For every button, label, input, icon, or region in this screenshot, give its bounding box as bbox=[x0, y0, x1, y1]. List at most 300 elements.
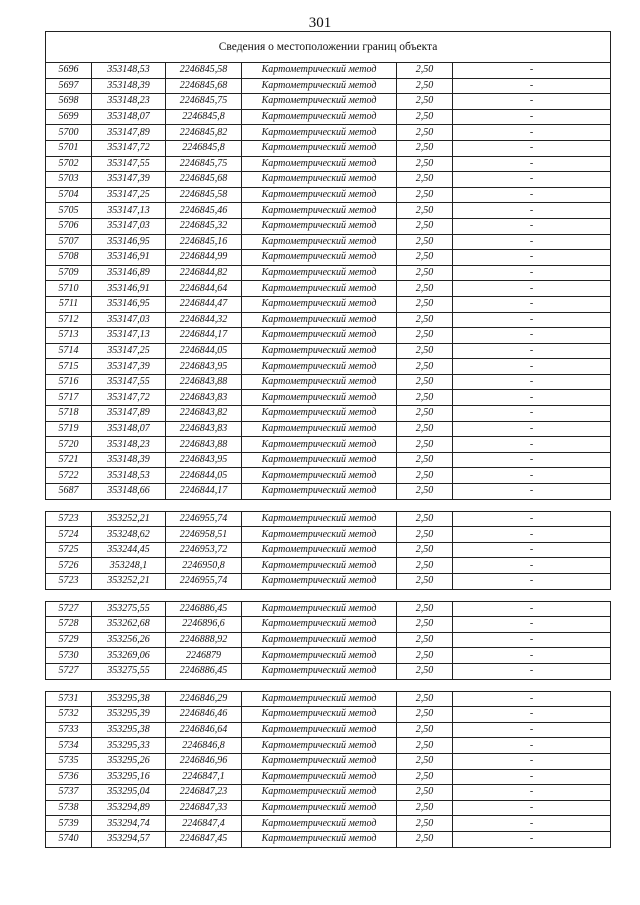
method-cell: Картометрический метод bbox=[242, 691, 397, 707]
method-cell: Картометрический метод bbox=[242, 359, 397, 375]
coord-x-cell: 353294,57 bbox=[92, 831, 166, 847]
coord-x-cell: 353148,39 bbox=[92, 78, 166, 94]
table-row bbox=[46, 542, 611, 558]
method-cell: Картометрический метод bbox=[242, 722, 397, 738]
description-cell: - bbox=[453, 265, 611, 281]
table-row bbox=[46, 265, 611, 281]
point-number-cell: 5732 bbox=[46, 707, 92, 723]
description-cell: - bbox=[453, 527, 611, 543]
coord-y-cell: 2246886,45 bbox=[166, 601, 242, 617]
description-cell: - bbox=[453, 601, 611, 617]
point-number-cell: 5721 bbox=[46, 452, 92, 468]
method-cell: Картометрический метод bbox=[242, 601, 397, 617]
method-cell: Картометрический метод bbox=[242, 390, 397, 406]
precision-cell: 2,50 bbox=[397, 390, 453, 406]
coord-x-cell: 353252,21 bbox=[92, 511, 166, 527]
method-cell: Картометрический метод bbox=[242, 648, 397, 664]
point-number-cell: 5706 bbox=[46, 218, 92, 234]
method-cell: Картометрический метод bbox=[242, 574, 397, 590]
point-number-cell: 5740 bbox=[46, 831, 92, 847]
table-row bbox=[46, 172, 611, 188]
precision-cell: 2,50 bbox=[397, 250, 453, 266]
method-cell: Картометрический метод bbox=[242, 78, 397, 94]
description-cell: - bbox=[453, 203, 611, 219]
method-cell: Картометрический метод bbox=[242, 542, 397, 558]
point-number-cell: 5708 bbox=[46, 250, 92, 266]
coord-y-cell: 2246847,4 bbox=[166, 816, 242, 832]
coord-x-cell: 353295,26 bbox=[92, 753, 166, 769]
precision-cell: 2,50 bbox=[397, 617, 453, 633]
method-cell: Картометрический метод bbox=[242, 203, 397, 219]
method-cell: Картометрический метод bbox=[242, 296, 397, 312]
table-row bbox=[46, 187, 611, 203]
precision-cell: 2,50 bbox=[397, 691, 453, 707]
coord-x-cell: 353147,72 bbox=[92, 390, 166, 406]
description-cell: - bbox=[453, 452, 611, 468]
description-cell: - bbox=[453, 343, 611, 359]
precision-cell: 2,50 bbox=[397, 312, 453, 328]
coord-y-cell: 2246844,05 bbox=[166, 343, 242, 359]
precision-cell: 2,50 bbox=[397, 542, 453, 558]
method-cell: Картометрический метод bbox=[242, 816, 397, 832]
coord-x-cell: 353148,66 bbox=[92, 484, 166, 500]
point-number-cell: 5720 bbox=[46, 437, 92, 453]
separator-cell bbox=[46, 499, 611, 511]
coord-x-cell: 353148,07 bbox=[92, 109, 166, 125]
point-number-cell: 5723 bbox=[46, 511, 92, 527]
description-cell: - bbox=[453, 574, 611, 590]
table-row bbox=[46, 785, 611, 801]
point-number-cell: 5730 bbox=[46, 648, 92, 664]
boundary-table-container bbox=[45, 31, 610, 848]
coord-x-cell: 353147,25 bbox=[92, 187, 166, 203]
coord-x-cell: 353147,03 bbox=[92, 218, 166, 234]
method-cell: Картометрический метод bbox=[242, 250, 397, 266]
table-row bbox=[46, 125, 611, 141]
coord-x-cell: 353146,89 bbox=[92, 265, 166, 281]
table-row bbox=[46, 831, 611, 847]
table-row bbox=[46, 484, 611, 500]
precision-cell: 2,50 bbox=[397, 63, 453, 79]
coord-y-cell: 2246886,45 bbox=[166, 663, 242, 679]
coord-x-cell: 353146,95 bbox=[92, 296, 166, 312]
table-row bbox=[46, 78, 611, 94]
point-number-cell: 5738 bbox=[46, 800, 92, 816]
coord-x-cell: 353147,39 bbox=[92, 172, 166, 188]
precision-cell: 2,50 bbox=[397, 753, 453, 769]
precision-cell: 2,50 bbox=[397, 648, 453, 664]
coord-x-cell: 353147,89 bbox=[92, 125, 166, 141]
method-cell: Картометрический метод bbox=[242, 234, 397, 250]
table-row bbox=[46, 632, 611, 648]
description-cell: - bbox=[453, 312, 611, 328]
table-row bbox=[46, 648, 611, 664]
precision-cell: 2,50 bbox=[397, 187, 453, 203]
description-cell: - bbox=[453, 390, 611, 406]
description-cell: - bbox=[453, 140, 611, 156]
precision-cell: 2,50 bbox=[397, 769, 453, 785]
point-number-cell: 5728 bbox=[46, 617, 92, 633]
point-number-cell: 5727 bbox=[46, 601, 92, 617]
description-cell: - bbox=[453, 63, 611, 79]
coord-y-cell: 2246845,16 bbox=[166, 234, 242, 250]
coord-x-cell: 353294,74 bbox=[92, 816, 166, 832]
point-number-cell: 5697 bbox=[46, 78, 92, 94]
point-number-cell: 5719 bbox=[46, 421, 92, 437]
description-cell: - bbox=[453, 511, 611, 527]
coord-y-cell: 2246844,32 bbox=[166, 312, 242, 328]
precision-cell: 2,50 bbox=[397, 785, 453, 801]
precision-cell: 2,50 bbox=[397, 722, 453, 738]
separator-cell bbox=[46, 679, 611, 691]
coord-y-cell: 2246958,51 bbox=[166, 527, 242, 543]
coord-y-cell: 2246846,46 bbox=[166, 707, 242, 723]
method-cell: Картометрический метод bbox=[242, 172, 397, 188]
method-cell: Картометрический метод bbox=[242, 94, 397, 110]
description-cell: - bbox=[453, 94, 611, 110]
coord-y-cell: 2246843,95 bbox=[166, 359, 242, 375]
method-cell: Картометрический метод bbox=[242, 421, 397, 437]
table-row bbox=[46, 281, 611, 297]
table-row bbox=[46, 707, 611, 723]
method-cell: Картометрический метод bbox=[242, 785, 397, 801]
table-row bbox=[46, 109, 611, 125]
point-number-cell: 5723 bbox=[46, 574, 92, 590]
table-row bbox=[46, 800, 611, 816]
table-row bbox=[46, 234, 611, 250]
coord-x-cell: 353147,55 bbox=[92, 374, 166, 390]
method-cell: Картометрический метод bbox=[242, 663, 397, 679]
table-row bbox=[46, 312, 611, 328]
table-row bbox=[46, 390, 611, 406]
method-cell: Картометрический метод bbox=[242, 281, 397, 297]
method-cell: Картометрический метод bbox=[242, 140, 397, 156]
point-number-cell: 5711 bbox=[46, 296, 92, 312]
table-row bbox=[46, 558, 611, 574]
separator-cell bbox=[46, 589, 611, 601]
coord-x-cell: 353147,25 bbox=[92, 343, 166, 359]
precision-cell: 2,50 bbox=[397, 359, 453, 375]
precision-cell: 2,50 bbox=[397, 265, 453, 281]
coord-y-cell: 2246847,1 bbox=[166, 769, 242, 785]
coord-x-cell: 353146,95 bbox=[92, 234, 166, 250]
description-cell: - bbox=[453, 707, 611, 723]
description-cell: - bbox=[453, 234, 611, 250]
table-row bbox=[46, 722, 611, 738]
precision-cell: 2,50 bbox=[397, 601, 453, 617]
precision-cell: 2,50 bbox=[397, 468, 453, 484]
coord-y-cell: 2246888,92 bbox=[166, 632, 242, 648]
coord-y-cell: 2246845,75 bbox=[166, 94, 242, 110]
point-number-cell: 5707 bbox=[46, 234, 92, 250]
point-number-cell: 5716 bbox=[46, 374, 92, 390]
description-cell: - bbox=[453, 374, 611, 390]
coord-y-cell: 2246845,82 bbox=[166, 125, 242, 141]
table-row bbox=[46, 663, 611, 679]
precision-cell: 2,50 bbox=[397, 406, 453, 422]
page-number: 301 bbox=[308, 15, 332, 31]
point-number-cell: 5725 bbox=[46, 542, 92, 558]
method-cell: Картометрический метод bbox=[242, 617, 397, 633]
table-row bbox=[46, 511, 611, 527]
point-number-cell: 5702 bbox=[46, 156, 92, 172]
coord-x-cell: 353147,39 bbox=[92, 359, 166, 375]
coord-y-cell: 2246845,32 bbox=[166, 218, 242, 234]
description-cell: - bbox=[453, 831, 611, 847]
description-cell: - bbox=[453, 218, 611, 234]
point-number-cell: 5724 bbox=[46, 527, 92, 543]
coord-y-cell: 2246896,6 bbox=[166, 617, 242, 633]
table-row bbox=[46, 203, 611, 219]
precision-cell: 2,50 bbox=[397, 831, 453, 847]
precision-cell: 2,50 bbox=[397, 738, 453, 754]
table-header-row bbox=[46, 32, 611, 63]
coord-y-cell: 2246953,72 bbox=[166, 542, 242, 558]
coord-x-cell: 353295,16 bbox=[92, 769, 166, 785]
table-row bbox=[46, 437, 611, 453]
precision-cell: 2,50 bbox=[397, 343, 453, 359]
description-cell: - bbox=[453, 296, 611, 312]
description-cell: - bbox=[453, 281, 611, 297]
method-cell: Картометрический метод bbox=[242, 156, 397, 172]
precision-cell: 2,50 bbox=[397, 800, 453, 816]
table-row bbox=[46, 250, 611, 266]
coord-x-cell: 353275,55 bbox=[92, 601, 166, 617]
description-cell: - bbox=[453, 250, 611, 266]
description-cell: - bbox=[453, 172, 611, 188]
description-cell: - bbox=[453, 78, 611, 94]
description-cell: - bbox=[453, 769, 611, 785]
coord-x-cell: 353148,53 bbox=[92, 468, 166, 484]
coord-x-cell: 353295,39 bbox=[92, 707, 166, 723]
method-cell: Картометрический метод bbox=[242, 374, 397, 390]
point-number-cell: 5701 bbox=[46, 140, 92, 156]
point-number-cell: 5718 bbox=[46, 406, 92, 422]
coord-y-cell: 2246847,33 bbox=[166, 800, 242, 816]
description-cell: - bbox=[453, 648, 611, 664]
point-number-cell: 5717 bbox=[46, 390, 92, 406]
precision-cell: 2,50 bbox=[397, 218, 453, 234]
method-cell: Картометрический метод bbox=[242, 343, 397, 359]
precision-cell: 2,50 bbox=[397, 234, 453, 250]
coord-y-cell: 2246847,23 bbox=[166, 785, 242, 801]
precision-cell: 2,50 bbox=[397, 156, 453, 172]
method-cell: Картометрический метод bbox=[242, 753, 397, 769]
table-row bbox=[46, 816, 611, 832]
coord-y-cell: 2246844,99 bbox=[166, 250, 242, 266]
coord-x-cell: 353269,06 bbox=[92, 648, 166, 664]
coord-y-cell: 2246847,45 bbox=[166, 831, 242, 847]
method-cell: Картометрический метод bbox=[242, 800, 397, 816]
coord-x-cell: 353146,91 bbox=[92, 281, 166, 297]
coord-x-cell: 353294,89 bbox=[92, 800, 166, 816]
point-number-cell: 5735 bbox=[46, 753, 92, 769]
table-title: Сведения о местоположении границ объекта bbox=[46, 32, 611, 63]
method-cell: Картометрический метод bbox=[242, 468, 397, 484]
description-cell: - bbox=[453, 187, 611, 203]
table-row bbox=[46, 753, 611, 769]
coord-x-cell: 353248,62 bbox=[92, 527, 166, 543]
table-row bbox=[46, 359, 611, 375]
coord-y-cell: 2246844,82 bbox=[166, 265, 242, 281]
precision-cell: 2,50 bbox=[397, 511, 453, 527]
method-cell: Картометрический метод bbox=[242, 769, 397, 785]
coord-y-cell: 2246950,8 bbox=[166, 558, 242, 574]
point-number-cell: 5705 bbox=[46, 203, 92, 219]
method-cell: Картометрический метод bbox=[242, 109, 397, 125]
method-cell: Картометрический метод bbox=[242, 632, 397, 648]
method-cell: Картометрический метод bbox=[242, 452, 397, 468]
coord-x-cell: 353147,55 bbox=[92, 156, 166, 172]
coord-y-cell: 2246843,95 bbox=[166, 452, 242, 468]
table-row bbox=[46, 63, 611, 79]
point-number-cell: 5698 bbox=[46, 94, 92, 110]
coord-y-cell: 2246844,64 bbox=[166, 281, 242, 297]
coord-x-cell: 353295,38 bbox=[92, 691, 166, 707]
precision-cell: 2,50 bbox=[397, 437, 453, 453]
table-row bbox=[46, 769, 611, 785]
table-body bbox=[46, 32, 611, 848]
point-number-cell: 5729 bbox=[46, 632, 92, 648]
description-cell: - bbox=[453, 484, 611, 500]
coord-y-cell: 2246879 bbox=[166, 648, 242, 664]
block-separator bbox=[46, 679, 611, 691]
point-number-cell: 5715 bbox=[46, 359, 92, 375]
precision-cell: 2,50 bbox=[397, 558, 453, 574]
coord-x-cell: 353256,26 bbox=[92, 632, 166, 648]
point-number-cell: 5687 bbox=[46, 484, 92, 500]
coord-x-cell: 353295,33 bbox=[92, 738, 166, 754]
precision-cell: 2,50 bbox=[397, 484, 453, 500]
description-cell: - bbox=[453, 691, 611, 707]
precision-cell: 2,50 bbox=[397, 574, 453, 590]
description-cell: - bbox=[453, 109, 611, 125]
coord-x-cell: 353146,91 bbox=[92, 250, 166, 266]
method-cell: Картометрический метод bbox=[242, 218, 397, 234]
table-row bbox=[46, 527, 611, 543]
precision-cell: 2,50 bbox=[397, 527, 453, 543]
coord-y-cell: 2246845,75 bbox=[166, 156, 242, 172]
precision-cell: 2,50 bbox=[397, 632, 453, 648]
coord-x-cell: 353147,72 bbox=[92, 140, 166, 156]
table-row bbox=[46, 738, 611, 754]
coord-x-cell: 353262,68 bbox=[92, 617, 166, 633]
precision-cell: 2,50 bbox=[397, 374, 453, 390]
coord-y-cell: 2246955,74 bbox=[166, 574, 242, 590]
coord-y-cell: 2246845,58 bbox=[166, 187, 242, 203]
coord-x-cell: 353147,13 bbox=[92, 203, 166, 219]
precision-cell: 2,50 bbox=[397, 296, 453, 312]
coord-x-cell: 353295,04 bbox=[92, 785, 166, 801]
point-number-cell: 5696 bbox=[46, 63, 92, 79]
precision-cell: 2,50 bbox=[397, 663, 453, 679]
table-row bbox=[46, 218, 611, 234]
coord-y-cell: 2246846,8 bbox=[166, 738, 242, 754]
description-cell: - bbox=[453, 800, 611, 816]
point-number-cell: 5734 bbox=[46, 738, 92, 754]
point-number-cell: 5733 bbox=[46, 722, 92, 738]
coord-x-cell: 353248,1 bbox=[92, 558, 166, 574]
point-number-cell: 5727 bbox=[46, 663, 92, 679]
point-number-cell: 5710 bbox=[46, 281, 92, 297]
precision-cell: 2,50 bbox=[397, 707, 453, 723]
coord-y-cell: 2246845,68 bbox=[166, 172, 242, 188]
table-row bbox=[46, 691, 611, 707]
description-cell: - bbox=[453, 738, 611, 754]
coord-y-cell: 2246843,88 bbox=[166, 437, 242, 453]
coord-x-cell: 353148,23 bbox=[92, 94, 166, 110]
table-row bbox=[46, 574, 611, 590]
table-row bbox=[46, 296, 611, 312]
coord-y-cell: 2246844,17 bbox=[166, 484, 242, 500]
description-cell: - bbox=[453, 156, 611, 172]
description-cell: - bbox=[453, 359, 611, 375]
method-cell: Картометрический метод bbox=[242, 484, 397, 500]
description-cell: - bbox=[453, 785, 611, 801]
table-row bbox=[46, 94, 611, 110]
method-cell: Картометрический метод bbox=[242, 511, 397, 527]
coord-y-cell: 2246845,8 bbox=[166, 140, 242, 156]
coord-y-cell: 2246843,83 bbox=[166, 421, 242, 437]
description-cell: - bbox=[453, 617, 611, 633]
table-row bbox=[46, 343, 611, 359]
method-cell: Картометрический метод bbox=[242, 738, 397, 754]
precision-cell: 2,50 bbox=[397, 125, 453, 141]
table-row bbox=[46, 601, 611, 617]
point-number-cell: 5700 bbox=[46, 125, 92, 141]
coord-x-cell: 353295,38 bbox=[92, 722, 166, 738]
coord-y-cell: 2246845,68 bbox=[166, 78, 242, 94]
description-cell: - bbox=[453, 328, 611, 344]
description-cell: - bbox=[453, 406, 611, 422]
method-cell: Картометрический метод bbox=[242, 63, 397, 79]
coord-y-cell: 2246844,05 bbox=[166, 468, 242, 484]
point-number-cell: 5737 bbox=[46, 785, 92, 801]
coord-y-cell: 2246843,83 bbox=[166, 390, 242, 406]
boundary-table bbox=[45, 31, 611, 848]
precision-cell: 2,50 bbox=[397, 203, 453, 219]
coord-x-cell: 353148,07 bbox=[92, 421, 166, 437]
coord-y-cell: 2246846,96 bbox=[166, 753, 242, 769]
description-cell: - bbox=[453, 816, 611, 832]
coord-y-cell: 2246846,64 bbox=[166, 722, 242, 738]
precision-cell: 2,50 bbox=[397, 78, 453, 94]
description-cell: - bbox=[453, 722, 611, 738]
coord-y-cell: 2246845,58 bbox=[166, 63, 242, 79]
description-cell: - bbox=[453, 663, 611, 679]
point-number-cell: 5712 bbox=[46, 312, 92, 328]
method-cell: Картометрический метод bbox=[242, 437, 397, 453]
table-row bbox=[46, 452, 611, 468]
point-number-cell: 5726 bbox=[46, 558, 92, 574]
precision-cell: 2,50 bbox=[397, 140, 453, 156]
coord-y-cell: 2246955,74 bbox=[166, 511, 242, 527]
description-cell: - bbox=[453, 125, 611, 141]
coord-y-cell: 2246844,17 bbox=[166, 328, 242, 344]
coord-y-cell: 2246843,82 bbox=[166, 406, 242, 422]
method-cell: Картометрический метод bbox=[242, 187, 397, 203]
description-cell: - bbox=[453, 558, 611, 574]
point-number-cell: 5699 bbox=[46, 109, 92, 125]
table-row bbox=[46, 468, 611, 484]
block-separator bbox=[46, 589, 611, 601]
table-row bbox=[46, 617, 611, 633]
table-row bbox=[46, 374, 611, 390]
description-cell: - bbox=[453, 753, 611, 769]
description-cell: - bbox=[453, 468, 611, 484]
table-row bbox=[46, 140, 611, 156]
precision-cell: 2,50 bbox=[397, 421, 453, 437]
